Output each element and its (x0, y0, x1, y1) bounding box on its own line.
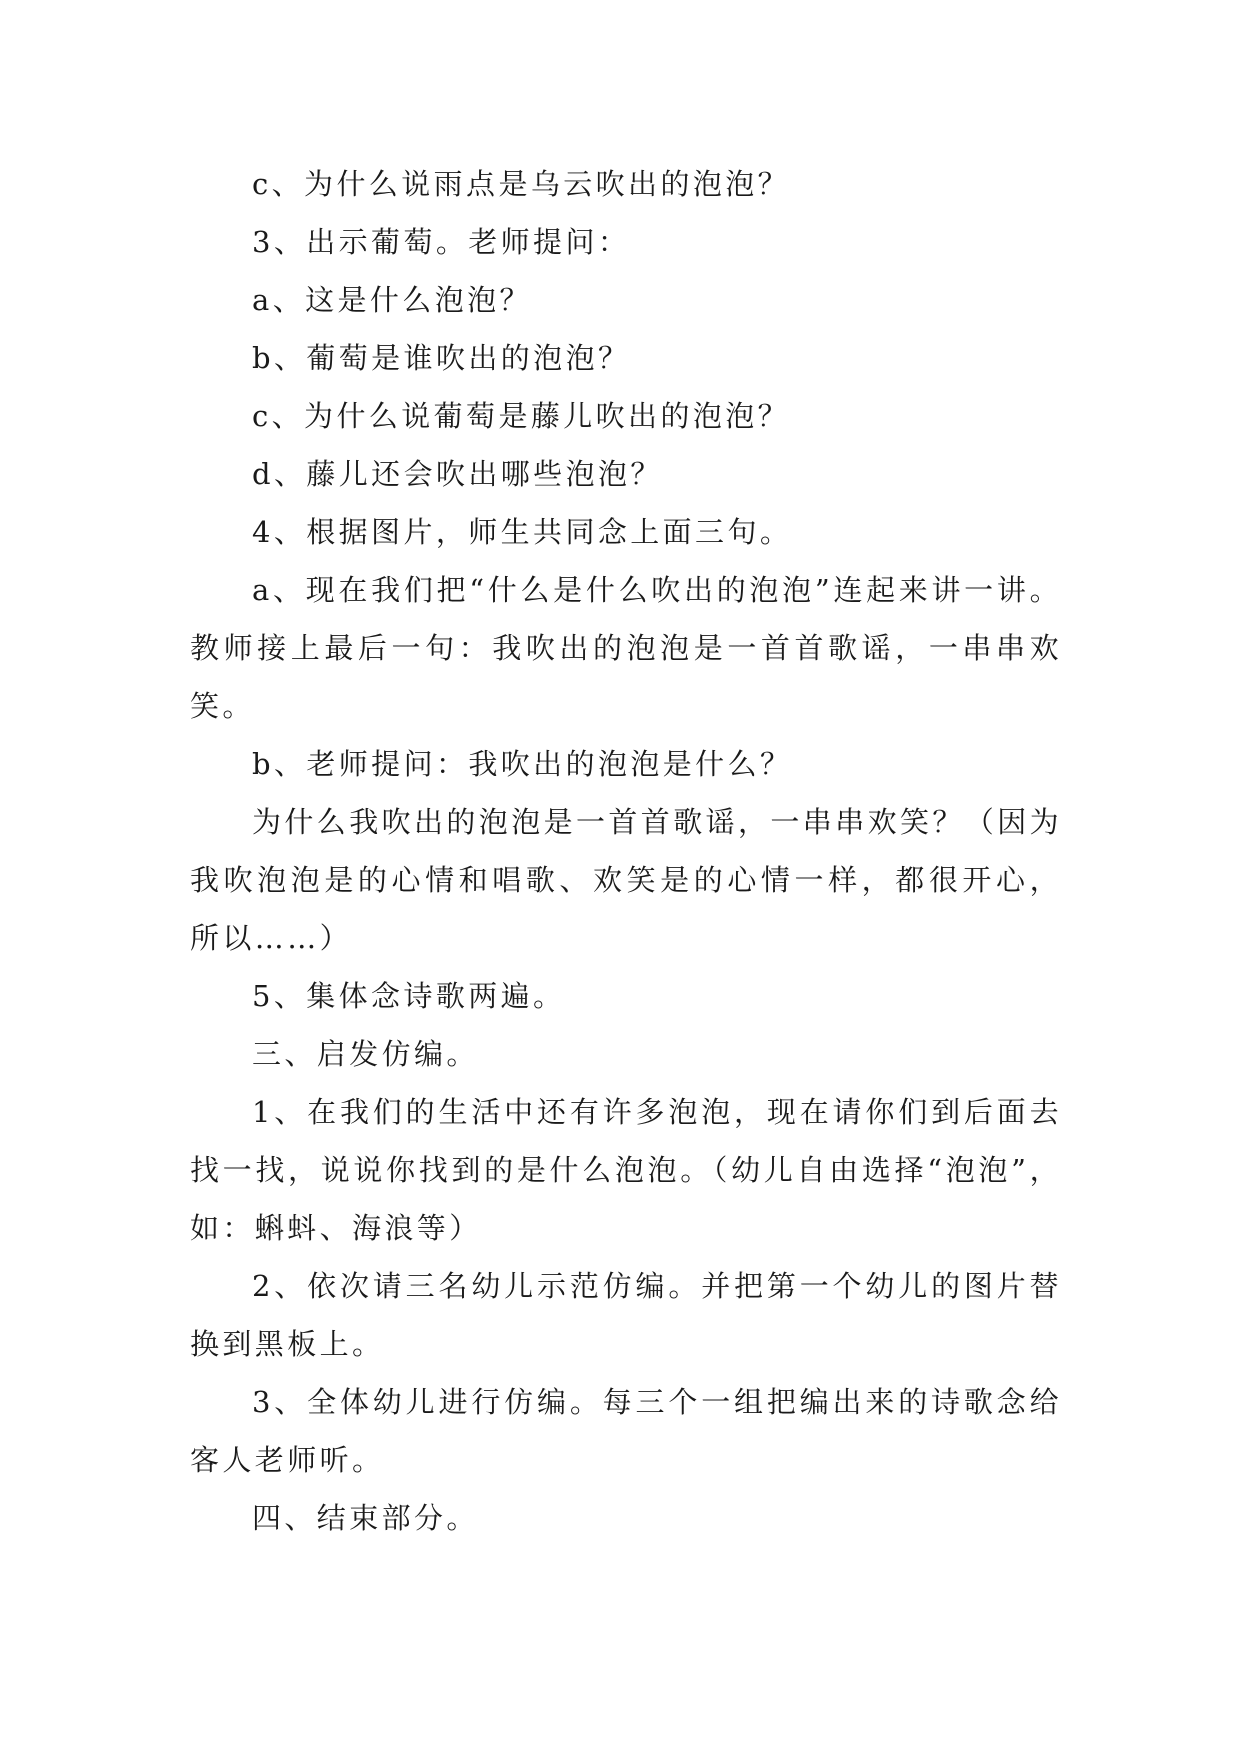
paragraph-10: 为什么我吹出的泡泡是一首首歌谣，一串串欢笑？（因为我吹泡泡是的心情和唱歌、欢笑是的心情一样，都很开心，所以……） (190, 805, 1063, 955)
paragraph-6: d、藤儿还会吹出哪些泡泡？ (252, 457, 663, 491)
paragraph-7: 4、根据图片，师生共同念上面三句。 (252, 515, 793, 549)
paragraph-4: b、葡萄是谁吹出的泡泡？ (252, 341, 631, 375)
document-page (190, 155, 1062, 1547)
paragraph-9: b、老师提问：我吹出的泡泡是什么？ (252, 747, 793, 781)
paragraph-15: 3、全体幼儿进行仿编。每三个一组把编出来的诗歌念给客人老师听。 (190, 1385, 1062, 1477)
paragraph-3: a、这是什么泡泡？ (252, 283, 532, 317)
section-heading-4: 四、结束部分。 (252, 1501, 479, 1535)
paragraph-5: c、为什么说葡萄是藤儿吹出的泡泡？ (252, 399, 791, 433)
paragraph-2: 3、出示葡萄。老师提问： (252, 225, 631, 259)
paragraph-11: 5、集体念诗歌两遍。 (252, 979, 566, 1013)
paragraph-13: 1、在我们的生活中还有许多泡泡，现在请你们到后面去找一找，说说你找到的是什么泡泡。（幼儿自由选择“泡泡”，如：蝌蚪、海浪等） (190, 1095, 1062, 1245)
section-heading-3: 三、启发仿编。 (252, 1037, 479, 1071)
paragraph-1: c、为什么说雨点是乌云吹出的泡泡？ (252, 167, 791, 201)
paragraph-14: 2、依次请三名幼儿示范仿编。并把第一个幼儿的图片替换到黑板上。 (190, 1269, 1062, 1361)
paragraph-8: a、现在我们把“什么是什么吹出的泡泡”连起来讲一讲。教师接上最后一句：我吹出的泡泡是一首首歌谣，一串串欢笑。 (190, 573, 1062, 723)
